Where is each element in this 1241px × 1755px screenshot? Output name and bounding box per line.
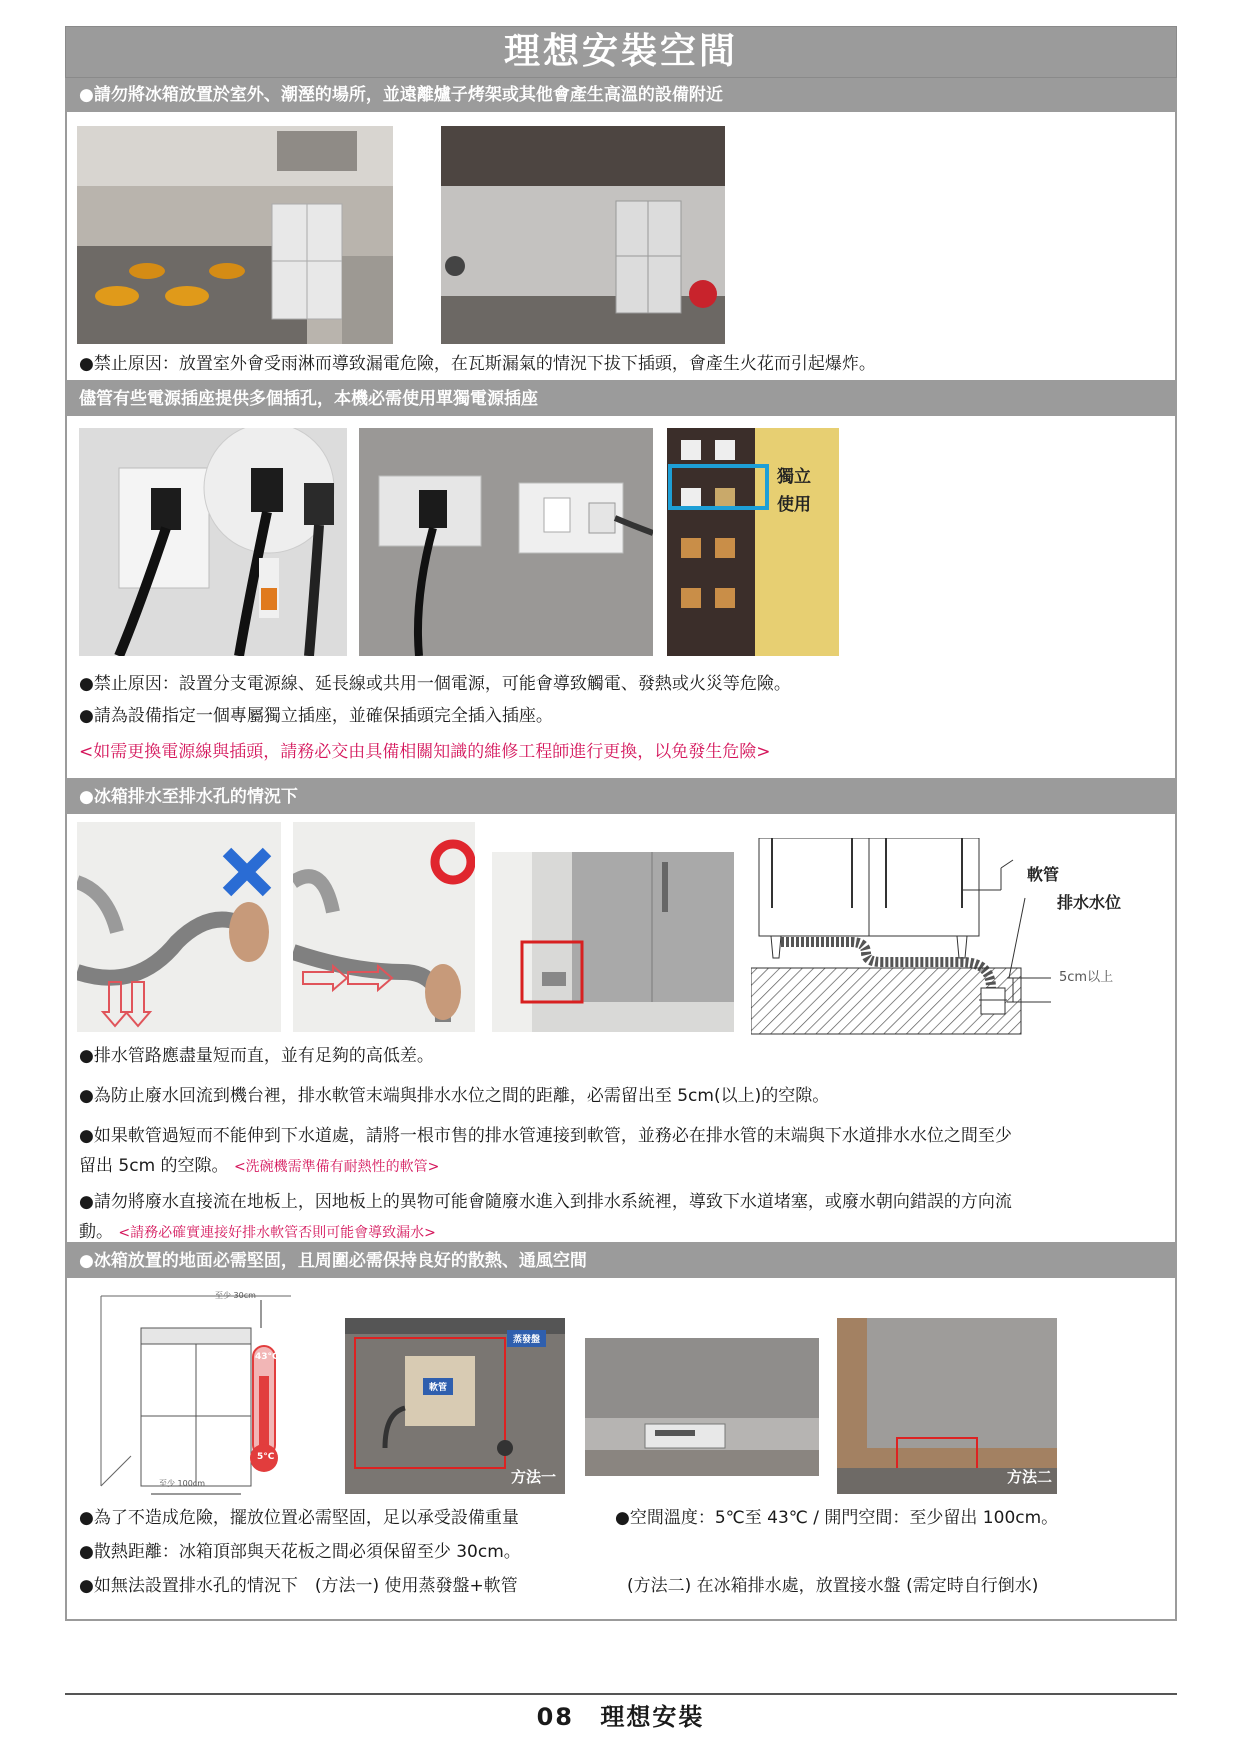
section-socket-warning: <如需更換電源線與插頭，請務必交由具備相關知識的維修工程師進行更換，以免發生危險> [79,742,771,762]
kitchen-stove-photo [77,126,393,344]
hose-tag-text: 軟管 [429,1383,448,1393]
breaker-panel-photo [667,428,839,656]
hose-tag [423,1378,453,1395]
independent-label-line2: 使用 [777,495,811,515]
drain-level-label: 排水水位 [1057,893,1122,912]
section-ventilation [65,1244,1177,1621]
gap-label: 5cm以上 [1059,970,1114,985]
method-one-label: 方法一 [511,1468,557,1486]
page-number: 08 [536,1703,575,1731]
section-outdoor-header: ●請勿將冰箱放置於室外、潮溼的場所，並遠離爐子烤架或其他會產生高溫的設備附近 [67,78,1175,112]
multi-plug-photo [79,428,347,656]
front-clearance-label: 至少 100cm [159,1479,206,1488]
page-footer [0,1697,1241,1732]
top-clearance-label: 至少 30cm [215,1291,256,1300]
vent-line-3b: (方法二) 在冰箱排水處，放置接水盤 (需定時自行倒水) [627,1576,1039,1596]
section-socket-header: 儘管有些電源插座提供多個插孔，本機必需使用單獨電源插座 [67,382,1175,416]
drain-hole-photo [492,852,734,1032]
hose-label: 軟管 [1027,865,1060,884]
vent-line-1a: ●為了不造成危險，擺放位置必需堅固，足以承受設備重量 [79,1508,519,1528]
section-outdoor-note: ●禁止原因：放置室外會受雨淋而導致漏電危險，在瓦斯漏氣的情況下拔下插頭，會產生火花而引起爆炸。 [79,354,876,374]
drain-point-4a: ●請勿將廢水直接流在地板上，因地板上的異物可能會隨廢水進入到排水系統裡，導致下水道堵塞，或廢水朝向錯誤的方向流 [79,1192,1012,1212]
evap-tag [507,1330,546,1347]
evap-tag-text: 蒸發盤 [513,1335,541,1345]
under-fridge-photo [585,1338,819,1476]
section-ventilation-header: ●冰箱放置的地面必需堅固，且周圍必需保持良好的散熱、通風空間 [67,1244,1175,1278]
section-socket [65,382,1177,780]
section-drain-header: ●冰箱排水至排水孔的情況下 [67,780,1175,814]
outdoor-wall-photo [441,126,725,344]
drain-point-4-note: <請務必確實連接好排水軟管否則可能會導致漏水> [118,1225,436,1241]
drain-point-3b-text: 留出 5cm 的空隙。 [79,1156,229,1176]
drain-point-3a: ●如果軟管過短而不能伸到下水道處，請將一根市售的排水管連接到軟管，並務必在排水管的末端與下水道排水水位之間至少 [79,1126,1012,1146]
drain-point-3-note: <洗碗機需準備有耐熱性的軟管> [233,1159,440,1175]
temp-high-label: 43°C [255,1352,279,1362]
drain-point-1: ●排水管路應盡量短而直，並有足夠的高低差。 [79,1046,434,1066]
drain-point-4b-text: 動。 [79,1222,113,1242]
section-socket-note1: ●禁止原因：設置分支電源線、延長線或共用一個電源，可能會導致觸電、發熱或火災等危險。 [79,674,791,694]
drain-point-2: ●為防止廢水回流到機台裡，排水軟管末端與排水水位之間的距離，必需留出至 5cm(以上)的空隙。 [79,1086,830,1106]
vent-line-1b: ●空間溫度：5℃至 43℃ / 開門空間：至少留出 100cm。 [615,1508,1059,1528]
clearance-diagram [91,1286,311,1498]
independent-label-line1: 獨立 [777,467,811,487]
page-title: 理想安裝空間 [65,26,1177,78]
hose-wrong-photo [77,822,281,1032]
footer-divider [65,1693,1177,1695]
temp-low-label: 5°C [257,1452,275,1462]
method-two-label: 方法二 [1007,1468,1053,1486]
section-socket-note2: ●請為設備指定一個專屬獨立插座，並確保插頭完全插入插座。 [79,706,553,726]
wall-outlet-photo [359,428,653,656]
footer-title: 理想安裝 [600,1703,705,1731]
drain-point-4b [67,1220,436,1245]
page [65,26,1177,1621]
hose-correct-photo [293,822,475,1032]
vent-line-3a: ●如無法設置排水孔的情況下 (方法一) 使用蒸發盤+軟管 [79,1576,518,1596]
vent-line-2: ●散熱距離：冰箱頂部與天花板之間必須保留至少 30cm。 [79,1542,521,1562]
drain-point-3b [67,1154,439,1179]
section-outdoor [65,78,1177,382]
section-drain [65,780,1177,1244]
